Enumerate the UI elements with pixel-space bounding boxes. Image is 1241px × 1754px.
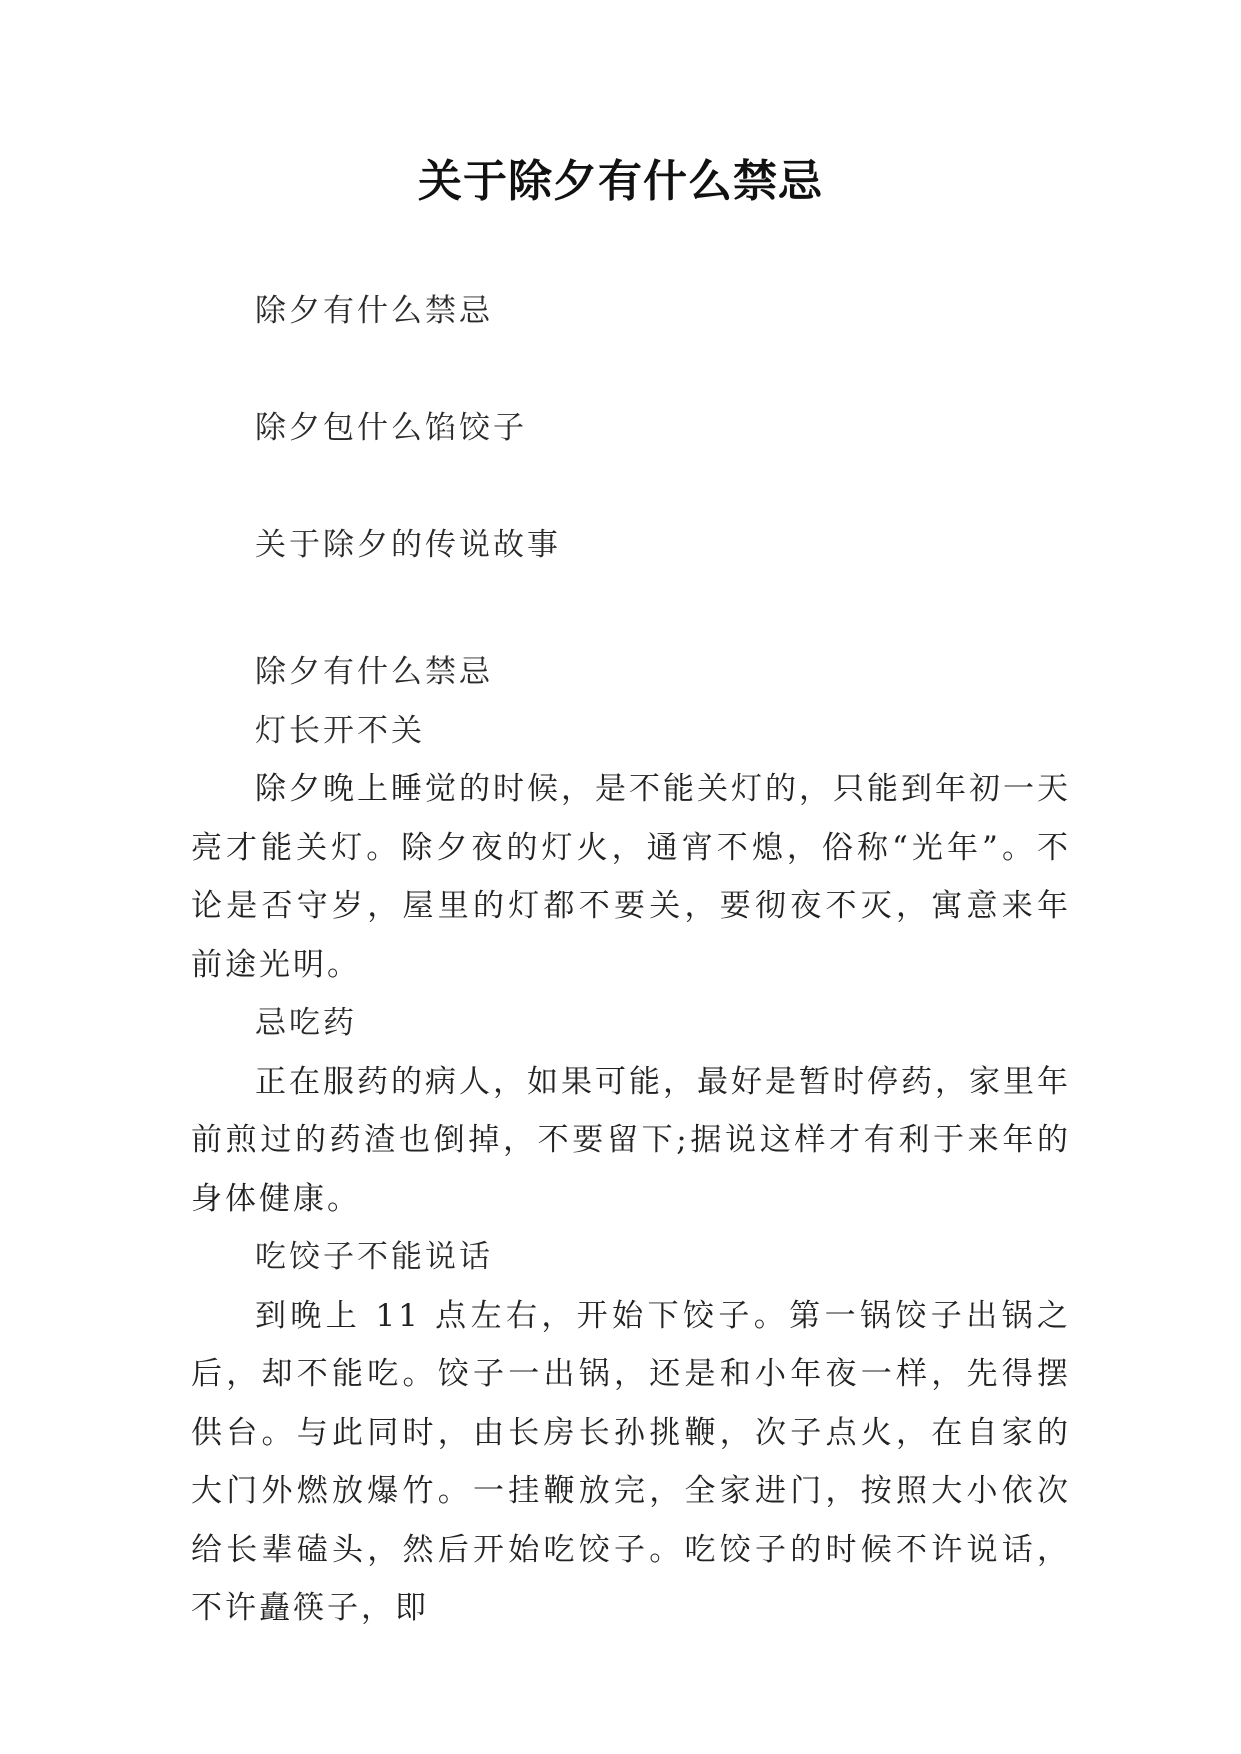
paragraph: 除夕晚上睡觉的时候，是不能关灯的，只能到年初一天亮才能关灯。除夕夜的灯火，通宵不熄，俗称“光年”。不论是否守岁，屋里的灯都不要关，要彻夜不灭，寓意来年前途光明。 [191, 771, 1071, 983]
document-body [191, 643, 1071, 1638]
table-of-contents [255, 290, 1055, 641]
subheading: 吃饺子不能说话 [255, 1239, 493, 1275]
document-title: 关于除夕有什么禁忌 [418, 156, 823, 207]
subheading: 灯长开不关 [255, 712, 425, 749]
toc-item: 除夕有什么禁忌 [255, 293, 493, 329]
toc-item: 关于除夕的传说故事 [255, 527, 561, 563]
paragraph: 正在服药的病人，如果可能，最好是暂时停药，家里年前煎过的药渣也倒掉，不要留下;据说这样才有利于来年的身体健康。 [191, 1063, 1071, 1217]
section-title: 除夕有什么禁忌 [255, 654, 493, 690]
subheading: 忌吃药 [255, 1005, 357, 1041]
toc-item: 除夕包什么馅饺子 [255, 410, 527, 446]
paragraph: 到晚上 11 点左右，开始下饺子。第一锅饺子出锅之后，却不能吃。饺子一出锅，还是和小年夜一样，先得摆供台。与此同时，由长房长孙挑鞭，次子点火，在自家的大门外燃放爆竹。一挂鞭放完，全家进门，按照大小依次给长辈磕头，然后开始吃饺子。吃饺子的时候不许说话，不许矗筷子，即 [191, 1297, 1071, 1626]
